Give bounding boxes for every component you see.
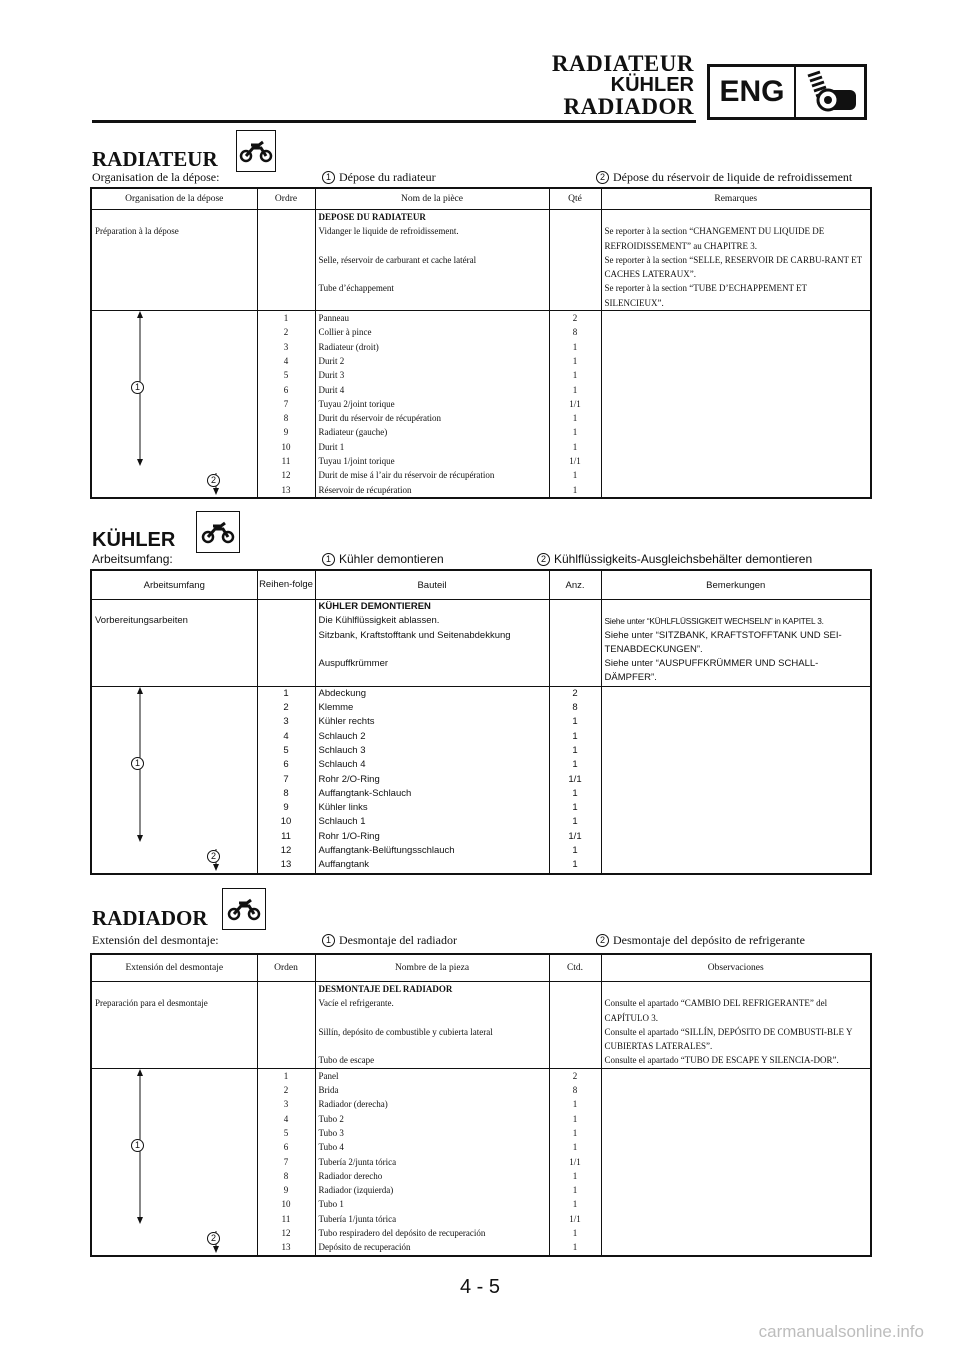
table-row: 10 Durit 1 1 <box>91 440 871 454</box>
table-row: 3 Kühler rechts 1 <box>91 715 871 729</box>
step-marker-2: 2 <box>207 1232 220 1245</box>
table-row: 10 Tubo 1 1 <box>91 1197 871 1211</box>
table-row: 8 Auffangtank-Schlauch 1 <box>91 787 871 801</box>
table-row: Tube d’échappement Se reporter à la section “TUBE D’ECHAPPEMENT ET SILENCIEUX”. <box>91 281 871 310</box>
table-header: Extensión del desmontaje Orden Nombre de la pieza Ctd. Observaciones <box>91 954 871 982</box>
step-2: 2 Desmontaje del depósito de refrigerante <box>596 933 805 948</box>
table-row: 9 Radiateur (gauche) 1 <box>91 425 871 439</box>
step-1: 1 Desmontaje del radiador <box>322 933 457 948</box>
scope-label: Organisation de la dépose: <box>92 170 220 184</box>
sequence-arrows <box>91 686 257 874</box>
scope-label: Arbeitsumfang: <box>92 552 173 566</box>
step-marker-1: 1 <box>131 757 144 770</box>
chapter-header <box>552 52 694 118</box>
table-row: Preparación para el desmontaje Vacíe el refrigerante. Consulte el apartado “CAMBIO DEL REFRIGERANTE” del CAPÍTULO 3. <box>91 996 871 1025</box>
step-2: 2 Kühlflüssigkeits-Ausgleichsbehälter demontieren <box>537 552 812 566</box>
table-row: 3 Radiateur (droit) 1 <box>91 340 871 354</box>
table-row: 13 Depósito de recuperación 1 <box>91 1240 871 1255</box>
table-row: 11 Rohr 1/O-Ring 1/1 <box>91 830 871 844</box>
header-title-de: KÜHLER <box>610 74 694 96</box>
step-marker-2: 2 <box>207 850 220 863</box>
table-row: 9 Kühler links 1 <box>91 801 871 815</box>
table-row: 2 Klemme 8 <box>91 701 871 715</box>
chapter-badge <box>707 64 867 120</box>
table-row: 10 Schlauch 1 1 <box>91 815 871 829</box>
table-row: DESMONTAJE DEL RADIADOR <box>91 982 871 997</box>
table-row: Tubo de escape Consulte el apartado “TUBO DE ESCAPE Y SILENCIA-DOR”. <box>91 1053 871 1068</box>
motorcycle-icon <box>222 888 266 930</box>
watermark: carmanualsonline.info <box>758 1322 924 1341</box>
table-row: 2 Brida 8 <box>91 1083 871 1097</box>
table-row: Préparation à la dépose Vidanger le liquide de refroidissement. Se reporter à la section “CHANGEMENT DU LIQUIDE DE REFROIDISSEMENT” au CHAPITRE 3. <box>91 224 871 253</box>
table-row: 4 Durit 2 1 <box>91 354 871 368</box>
step-marker-1: 1 <box>131 381 144 394</box>
step-1: 1 Dépose du radiateur <box>322 170 436 185</box>
step-2: 2 Dépose du réservoir de liquide de refroidissement <box>596 170 852 185</box>
table-row: 1 2 1 Abdeckung 2 <box>91 686 871 701</box>
section-title-es: RADIADOR <box>92 906 208 930</box>
table-row: 11 Tuyau 1/joint torique 1/1 <box>91 454 871 468</box>
table-row: 2 Collier à pince 8 <box>91 325 871 339</box>
step-1: 1 Kühler demontieren <box>322 552 444 566</box>
table-header: Arbeitsumfang Reihen-folge Bauteil Anz. Bemerkungen <box>91 570 871 600</box>
header-title-es: RADIADOR <box>563 94 694 119</box>
header-title-fr: RADIATEUR <box>551 51 694 76</box>
table-row: 12 Tubo respiradero del depósito de recuperación 1 <box>91 1226 871 1240</box>
parts-table-fr <box>90 187 872 499</box>
table-row: 5 Tubo 3 1 <box>91 1126 871 1140</box>
table-row: Vorbereitungsarbeiten Die Kühlflüssigkeit ablassen. Siehe unter “KÜHLFLÜSSIGKEIT WECHSELN” in KAPITEL 3. <box>91 614 871 628</box>
table-row: 4 Schlauch 2 1 <box>91 730 871 744</box>
engine-spring-icon <box>796 67 864 117</box>
motorcycle-icon <box>236 130 276 172</box>
motorcycle-icon <box>196 511 240 553</box>
table-row: 5 Durit 3 1 <box>91 368 871 382</box>
table-row: 7 Tubería 2/junta tórica 1/1 <box>91 1155 871 1169</box>
scope-label: Extensión del desmontaje: <box>92 933 219 947</box>
step-marker-1: 1 <box>131 1139 144 1152</box>
table-row: 12 Durit de mise á l’air du réservoir de récupération 1 <box>91 468 871 482</box>
table-row: Auspuffkrümmer Siehe unter “AUSPUFFKRÜMMER UND SCHALL-DÄMPFER”. <box>91 657 871 686</box>
table-row: 6 Durit 4 1 <box>91 383 871 397</box>
parts-table-de <box>90 569 872 875</box>
table-row: 9 Radiador (izquierda) 1 <box>91 1183 871 1197</box>
badge-label: ENG <box>710 67 796 117</box>
section-title-fr: RADIATEUR <box>92 147 218 171</box>
table-row: 5 Schlauch 3 1 <box>91 744 871 758</box>
table-row: Sitzbank, Kraftstofftank und Seitenabdekkung Siehe unter “SITZBANK, KRAFTSTOFFTANK UND SEI-TENABDECKUNGEN”. <box>91 629 871 658</box>
parts-table-es <box>90 953 872 1257</box>
table-row: KÜHLER DEMONTIEREN <box>91 600 871 615</box>
table-row: 6 Schlauch 4 1 <box>91 758 871 772</box>
table-row: 6 Tubo 4 1 <box>91 1140 871 1154</box>
page-number: 4 - 5 <box>459 1276 501 1298</box>
table-row: DEPOSE DU RADIATEUR <box>91 210 871 225</box>
table-row: Selle, réservoir de carburant et cache latéral Se reporter à la section “SELLE, RESERVOIR DE CARBU-RANT ET CACHES LATERAUX”. <box>91 253 871 282</box>
section-title-de: KÜHLER <box>92 529 176 551</box>
sequence-arrows <box>91 1068 257 1256</box>
table-row: 12 Auffangtank-Belüftungsschlauch 1 <box>91 844 871 858</box>
table-row: 1 2 1 Panel 2 <box>91 1068 871 1083</box>
table-row: 8 Radiador derecho 1 <box>91 1169 871 1183</box>
sequence-arrows <box>91 311 257 499</box>
table-row: 13 Auffangtank 1 <box>91 858 871 873</box>
table-row: 8 Durit du réservoir de récupération 1 <box>91 411 871 425</box>
table-row: 4 Tubo 2 1 <box>91 1112 871 1126</box>
table-header: Organisation de la dépose Ordre Nom de la pièce Qté Remarques <box>91 188 871 210</box>
table-row: 7 Tuyau 2/joint torique 1/1 <box>91 397 871 411</box>
table-row: 7 Rohr 2/O-Ring 1/1 <box>91 773 871 787</box>
table-row: Sillín, depósito de combustible y cubierta lateral Consulte el apartado “SILLÍN, DEPÓSITO DE COMBUSTI-BLE Y CUBIERTAS LATERALES”. <box>91 1025 871 1054</box>
header-rule <box>92 120 696 123</box>
step-marker-2: 2 <box>207 474 220 487</box>
table-row: 11 Tubería 1/junta tórica 1/1 <box>91 1212 871 1226</box>
table-row: 13 Réservoir de récupération 1 <box>91 483 871 498</box>
table-row: 1 2 1 Panneau 2 <box>91 311 871 326</box>
table-row: 3 Radiador (derecha) 1 <box>91 1097 871 1111</box>
